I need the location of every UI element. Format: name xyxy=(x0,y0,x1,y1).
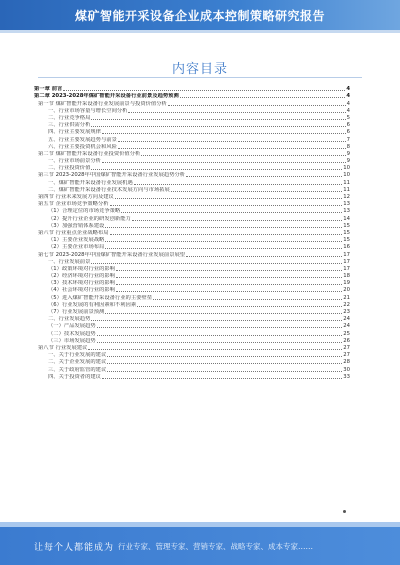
toc-entry-title: （1）合理定位的市场竞争策略 xyxy=(48,208,121,215)
toc-leader-dots xyxy=(107,371,342,372)
toc-leader-dots xyxy=(153,299,342,300)
toc-entry[interactable] xyxy=(34,244,350,251)
toc-entry-title: （7）行业发展前景预测 xyxy=(48,309,105,315)
toc-leader-dots xyxy=(105,313,342,314)
toc-entry-page: 6 xyxy=(346,122,350,129)
footer-slogan: 让每个人都能成为 xyxy=(34,543,115,553)
toc-leader-dots xyxy=(118,141,346,142)
toc-entry-title: （3）技术环境对行业的影响 xyxy=(48,280,115,287)
toc-leader-dots xyxy=(102,162,346,163)
toc-leader-dots xyxy=(168,105,346,106)
toc-entry-page: 11 xyxy=(343,186,350,193)
toc-entry-title: 二、行业竞争格局 xyxy=(48,114,91,121)
toc-entry[interactable] xyxy=(34,208,350,215)
toc-entry[interactable] xyxy=(34,237,350,244)
toc-leader-dots xyxy=(116,291,342,292)
toc-entry-page: 13 xyxy=(343,208,350,215)
toc-entry-page: 11 xyxy=(343,179,350,186)
toc-entry-title: （4）社会环境对行业的影响 xyxy=(48,287,115,294)
footer-expert-list: 行业专家、管理专家、营销专家、战略专家、成本专家…… xyxy=(118,542,313,551)
table-of-contents xyxy=(34,86,350,381)
toc-entry-title: 三、行业供需分析 xyxy=(48,122,91,129)
toc-entry-page: 4 xyxy=(346,93,350,100)
toc-entry[interactable] xyxy=(34,280,350,287)
toc-leader-dots xyxy=(91,169,342,170)
toc-leader-dots xyxy=(116,277,342,278)
toc-entry-page: 10 xyxy=(343,165,350,172)
toc-entry-title: 六、行业主要投资机会和风险 xyxy=(48,143,117,150)
toc-leader-dots xyxy=(63,90,345,91)
toc-entry-page: 13 xyxy=(343,201,350,208)
toc-entry-page: 14 xyxy=(343,215,350,222)
toc-entry-page: 10 xyxy=(343,172,350,179)
toc-entry-page: 17 xyxy=(343,258,350,265)
toc-entry-title: 四、行业主要发展规律 xyxy=(48,129,101,136)
toc-entry-page: 7 xyxy=(346,136,350,143)
toc-entry-page: 24 xyxy=(343,323,350,330)
toc-entry-page: 4 xyxy=(346,100,350,107)
toc-entry-title: （三）市场发展趋势 xyxy=(48,337,96,344)
toc-entry-title: 二、行业投资价值 xyxy=(48,165,91,172)
toc-entry[interactable] xyxy=(34,323,350,330)
toc-entry-title: 第五节 企业市场竞争策略分析 xyxy=(38,201,109,208)
toc-leader-dots xyxy=(134,184,342,185)
toc-entry[interactable] xyxy=(34,187,350,194)
toc-leader-dots xyxy=(116,284,342,285)
toc-entry-title: （5）进入煤矿智能开采设备行业的主要壁垒 xyxy=(48,294,153,301)
toc-leader-dots xyxy=(116,270,342,271)
toc-entry-title: 一、关于行业发展的建议 xyxy=(48,352,107,359)
toc-entry[interactable] xyxy=(34,302,350,309)
toc-leader-dots xyxy=(171,191,342,192)
toc-entry-page: 15 xyxy=(343,229,350,236)
toc-leader-dots xyxy=(105,241,342,242)
toc-entry[interactable] xyxy=(34,144,350,151)
toc-entry-page: 19 xyxy=(343,280,350,287)
toc-leader-dots xyxy=(186,256,342,257)
toc-entry[interactable] xyxy=(34,151,350,158)
toc-leader-dots xyxy=(115,198,342,199)
toc-entry[interactable] xyxy=(34,338,350,345)
toc-entry-page: 17 xyxy=(343,265,350,272)
toc-leader-dots xyxy=(118,148,346,149)
toc-entry-page: 22 xyxy=(343,301,350,308)
toc-entry-page: 9 xyxy=(346,150,350,157)
toc-leader-dots xyxy=(110,205,343,206)
toc-entry[interactable] xyxy=(34,366,350,373)
toc-leader-dots xyxy=(102,378,342,379)
toc-entry-title: （2）提升行业企业的研发创新能力 xyxy=(48,215,131,222)
toc-entry-title: 一、行业发展前景 xyxy=(48,258,91,265)
toc-entry-page: 30 xyxy=(343,366,350,373)
toc-leader-dots xyxy=(107,363,342,364)
toc-leader-dots xyxy=(91,119,345,120)
toc-entry-page: 20 xyxy=(343,287,350,294)
toc-entry-page: 15 xyxy=(343,222,350,229)
toc-leader-dots xyxy=(141,155,345,156)
toc-leader-dots xyxy=(180,97,346,98)
toc-entry[interactable] xyxy=(34,294,350,301)
toc-entry-page: 33 xyxy=(343,373,350,380)
toc-entry[interactable] xyxy=(34,352,350,359)
toc-entry-title: 五、行业主要发展趋势与前景 xyxy=(48,136,117,143)
toc-entry-title: （6）行业发展的有利因素和不利因素 xyxy=(48,301,137,308)
toc-entry[interactable] xyxy=(34,259,350,266)
toc-entry[interactable] xyxy=(34,165,350,172)
toc-leader-dots xyxy=(97,342,343,343)
toc-leader-dots xyxy=(88,349,342,350)
toc-leader-dots xyxy=(91,320,342,321)
toc-entry[interactable] xyxy=(34,122,350,129)
toc-entry-title: 第四节 行业未来发展方向及建议 xyxy=(38,194,114,200)
report-title: 煤矿智能开采设备企业成本控制策略研究报告 xyxy=(74,9,325,23)
toc-entry[interactable] xyxy=(34,251,350,258)
toc-entry-title: （二）技术发展趋势 xyxy=(48,330,96,337)
toc-entry-page: 25 xyxy=(343,330,350,337)
toc-entry-title: （1）主要企业发展战略 xyxy=(48,237,105,244)
toc-entry-page: 24 xyxy=(343,316,350,323)
toc-entry[interactable] xyxy=(34,359,350,366)
toc-leader-dots xyxy=(97,327,343,328)
toc-entry-page: 9 xyxy=(346,158,350,165)
toc-leader-dots xyxy=(186,176,342,177)
toc-entry[interactable] xyxy=(34,273,350,280)
toc-entry-title: 四、关于投资者的建议 xyxy=(48,373,101,380)
toc-entry[interactable] xyxy=(34,287,350,294)
toc-entry-title: 第二节 煤矿智能开采设备行业投资价值分析 xyxy=(38,150,141,157)
toc-entry-title: 第六节 行业重点企业战略布局 xyxy=(38,229,109,236)
toc-entry-title: （一）产品发展趋势 xyxy=(48,323,96,330)
toc-entry-title: 三、关于政府监管的建议 xyxy=(48,366,107,373)
toc-entry-title: 第八节 行业发展建议 xyxy=(38,344,88,351)
toc-entry[interactable] xyxy=(34,345,350,352)
toc-entry-title: 一、煤矿智能开采设备行业发展机遇 xyxy=(48,179,133,186)
toc-leader-dots xyxy=(102,133,346,134)
toc-entry-page: 23 xyxy=(343,309,350,315)
toc-leader-dots xyxy=(105,248,342,249)
toc-entry[interactable] xyxy=(34,136,350,143)
toc-entry-title: 二、煤矿智能开采设备行业技术发展方向与市场拓展 xyxy=(48,186,170,193)
toc-divider xyxy=(38,77,362,78)
toc-entry[interactable] xyxy=(34,179,350,186)
toc-title: 内容目录 xyxy=(171,62,228,77)
toc-leader-dots xyxy=(110,234,343,235)
toc-entry-title: 第三节 2023-2028年中国煤矿智能开采设备行业发展趋势分析 xyxy=(38,172,186,179)
toc-entry-page: 5 xyxy=(346,114,350,121)
toc-entry-title: 第二章 2023-2028年煤矿智能开采设备行业前景及趋势预测 xyxy=(34,93,179,100)
toc-leader-dots xyxy=(91,263,342,264)
toc-entry-title: 第七节 2023-2028年中国煤矿智能开采设备行业发展前景展望 xyxy=(38,251,186,258)
toc-entry-page: 17 xyxy=(343,251,350,258)
toc-entry[interactable] xyxy=(34,330,350,337)
toc-entry-page: 27 xyxy=(343,352,350,359)
toc-entry[interactable] xyxy=(34,316,350,323)
toc-entry[interactable] xyxy=(34,266,350,273)
toc-entry-title: 一、行业市场容量与增长空间分析 xyxy=(48,107,128,114)
toc-entry[interactable] xyxy=(34,86,350,93)
toc-leader-dots xyxy=(132,220,342,221)
toc-entry-page: 16 xyxy=(343,244,350,251)
toc-entry-page: 4 xyxy=(346,86,350,93)
header-stripe xyxy=(0,30,400,33)
toc-leader-dots xyxy=(137,306,342,307)
toc-entry-page: 8 xyxy=(346,143,350,150)
toc-entry-title: 二、行业发展趋势 xyxy=(48,316,91,323)
toc-entry-page: 4 xyxy=(346,107,350,114)
toc-entry[interactable] xyxy=(34,158,350,165)
toc-entry[interactable] xyxy=(34,223,350,230)
toc-entry[interactable] xyxy=(34,201,350,208)
toc-entry-title: 一、行业市场前景分析 xyxy=(48,158,101,165)
toc-leader-dots xyxy=(121,212,342,213)
toc-entry[interactable] xyxy=(34,194,350,201)
toc-entry-title: 第一章 前言 xyxy=(34,86,63,93)
toc-entry-page: 12 xyxy=(343,194,350,200)
toc-leader-dots xyxy=(107,356,342,357)
toc-entry-page: 15 xyxy=(343,237,350,244)
toc-entry[interactable] xyxy=(34,215,350,222)
toc-entry-page: 26 xyxy=(343,337,350,344)
toc-entry[interactable] xyxy=(34,374,350,381)
toc-leader-dots xyxy=(105,227,342,228)
toc-entry-page: 27 xyxy=(343,344,350,351)
toc-entry-page: 28 xyxy=(343,359,350,366)
toc-entry-page: 18 xyxy=(343,273,350,280)
toc-entry[interactable] xyxy=(34,172,350,179)
page-header xyxy=(0,0,400,34)
toc-entry-title: （2）经济环境对行业的影响 xyxy=(48,273,115,280)
toc-entry[interactable] xyxy=(34,100,350,107)
toc-entry[interactable] xyxy=(34,129,350,136)
toc-entry-title: （1）政策环境对行业的影响 xyxy=(48,265,115,272)
toc-entry[interactable] xyxy=(34,309,350,316)
toc-entry[interactable] xyxy=(34,115,350,122)
toc-entry-title: （2）主要企业市场布局 xyxy=(48,244,105,251)
toc-entry-title: （3）加强营销体系建设 xyxy=(48,222,105,229)
toc-entry-page: 6 xyxy=(346,129,350,136)
toc-leader-dots xyxy=(91,126,345,127)
page-marker xyxy=(343,510,346,513)
toc-entry[interactable] xyxy=(34,230,350,237)
toc-entry-title: 二、关于企业发展的建议 xyxy=(48,359,107,366)
toc-leader-dots xyxy=(97,335,343,336)
toc-entry[interactable] xyxy=(34,93,350,100)
toc-entry[interactable] xyxy=(34,108,350,115)
toc-leader-dots xyxy=(128,112,345,113)
toc-entry-title: 第一节 煤矿智能开采设备行业发展前景与投资价值分析 xyxy=(38,100,167,107)
toc-entry-page: 21 xyxy=(343,294,350,301)
